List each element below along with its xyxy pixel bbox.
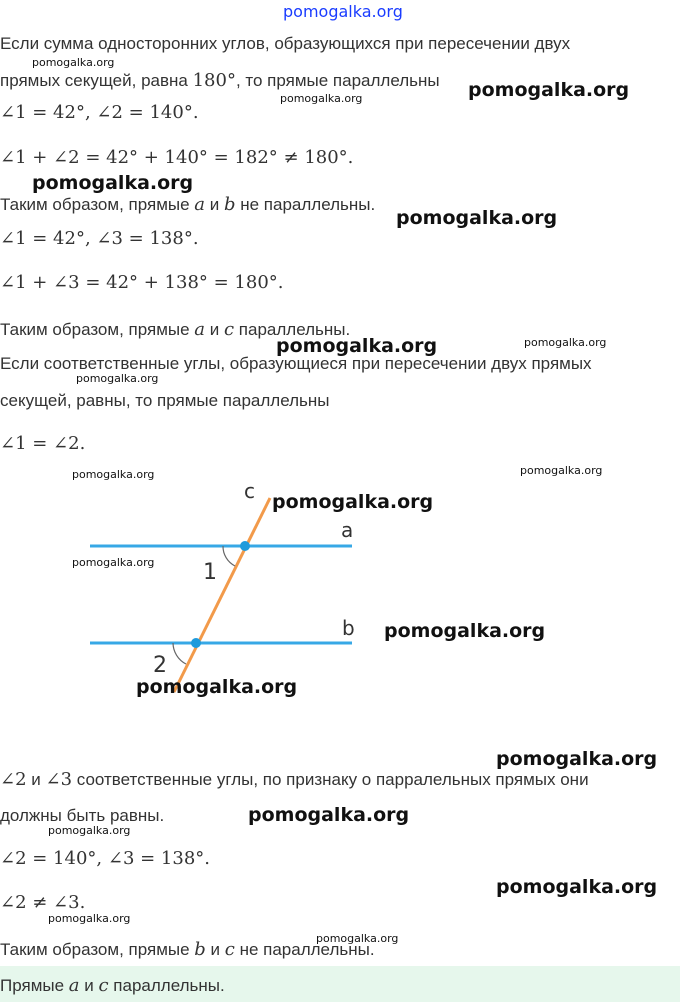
watermark: pomogalka.org: [468, 79, 630, 101]
watermark: pomogalka.org: [72, 468, 155, 481]
text-line: [0, 70, 440, 91]
watermark: pomogalka.org: [48, 912, 131, 925]
text-fragment: Прямые: [0, 976, 69, 995]
equation: ∠1 = 42°, ∠3 = 138°.: [0, 228, 199, 249]
math-var: a: [194, 194, 206, 215]
text-line: должны быть равны.: [0, 806, 165, 825]
watermark: pomogalka.org: [283, 2, 403, 21]
text-fragment: параллельны.: [108, 976, 225, 995]
text-fragment: Таким образом, прямые: [0, 195, 195, 214]
watermark: pomogalka.org: [496, 748, 658, 770]
answer-banner: [0, 966, 680, 1002]
watermark: pomogalka.org: [384, 620, 546, 642]
text-fragment: , то прямые параллельны: [235, 71, 440, 90]
text-line: [0, 769, 589, 790]
answer-text: [0, 975, 225, 996]
text-line: секущей, равны, то прямые параллельны: [0, 391, 330, 410]
math-var: a: [194, 319, 206, 340]
text-line: Если сумма односторонних углов, образующихся при пересечении двух: [0, 34, 571, 53]
math-inline: ∠2: [0, 769, 27, 790]
angle-1-arc: [223, 546, 235, 566]
equation: ∠2 = 140°, ∠3 = 138°.: [0, 848, 210, 869]
math-var: c: [224, 939, 235, 960]
text-line: [0, 194, 375, 215]
text-fragment: соответственные углы, по признаку о парралельных прямых они: [72, 770, 589, 789]
math-var: a: [68, 975, 80, 996]
watermark: pomogalka.org: [72, 556, 155, 569]
watermark: pomogalka.org: [76, 372, 159, 385]
text-line: Если соответственные углы, образующиеся при пересечении двух прямых: [0, 354, 592, 373]
text-fragment: и: [79, 976, 99, 995]
equation: ∠1 + ∠2 = 42° + 140° = 182° ≠ 180°.: [0, 147, 354, 168]
math-var: c: [223, 319, 235, 340]
watermark: pomogalka.org: [272, 491, 434, 513]
watermark: pomogalka.org: [276, 335, 438, 357]
equation: ∠1 + ∠3 = 42° + 138° = 180°.: [0, 272, 284, 293]
text-fragment: и: [26, 770, 46, 789]
math-var: c: [98, 975, 109, 996]
intersection-point-b: [191, 638, 201, 648]
watermark: pomogalka.org: [524, 336, 607, 349]
angle-2-arc: [173, 643, 186, 664]
intersection-point-a: [240, 541, 250, 551]
watermark: pomogalka.org: [316, 932, 399, 945]
watermark: pomogalka.org: [280, 92, 363, 105]
equation: ∠1 = ∠2.: [0, 433, 86, 454]
watermark: pomogalka.org: [248, 804, 410, 826]
math-inline: 180°: [192, 70, 236, 91]
text-fragment: прямых секущей, равна: [0, 71, 193, 90]
watermark: pomogalka.org: [136, 676, 298, 698]
text-fragment: и: [205, 195, 224, 214]
equation: ∠1 = 42°, ∠2 = 140°.: [0, 102, 199, 123]
text-fragment: не параллельны.: [235, 195, 376, 214]
math-inline: ∠3: [45, 769, 73, 790]
watermark: pomogalka.org: [496, 876, 658, 898]
equation: ∠2 ≠ ∠3.: [0, 892, 86, 913]
math-var: b: [194, 939, 206, 960]
label-b: b: [342, 616, 355, 640]
math-var: b: [223, 194, 236, 215]
text-fragment: не параллельны.: [234, 940, 375, 959]
line-c-secant: [174, 498, 270, 692]
label-c: c: [244, 479, 255, 503]
text-fragment: Таким образом, прямые: [0, 320, 195, 339]
text-fragment: Таким образом, прямые: [0, 940, 195, 959]
watermark: pomogalka.org: [520, 464, 603, 477]
label-a: a: [341, 518, 354, 542]
text-fragment: и: [205, 940, 225, 959]
text-line: [0, 939, 375, 960]
label-angle-1: 1: [203, 560, 217, 585]
watermark: pomogalka.org: [32, 172, 194, 194]
watermark: pomogalka.org: [48, 824, 131, 837]
text-fragment: параллельны.: [234, 320, 351, 339]
watermark: pomogalka.org: [32, 56, 115, 69]
watermark: pomogalka.org: [396, 207, 558, 229]
label-angle-2: 2: [153, 653, 167, 678]
text-fragment: и: [205, 320, 224, 339]
